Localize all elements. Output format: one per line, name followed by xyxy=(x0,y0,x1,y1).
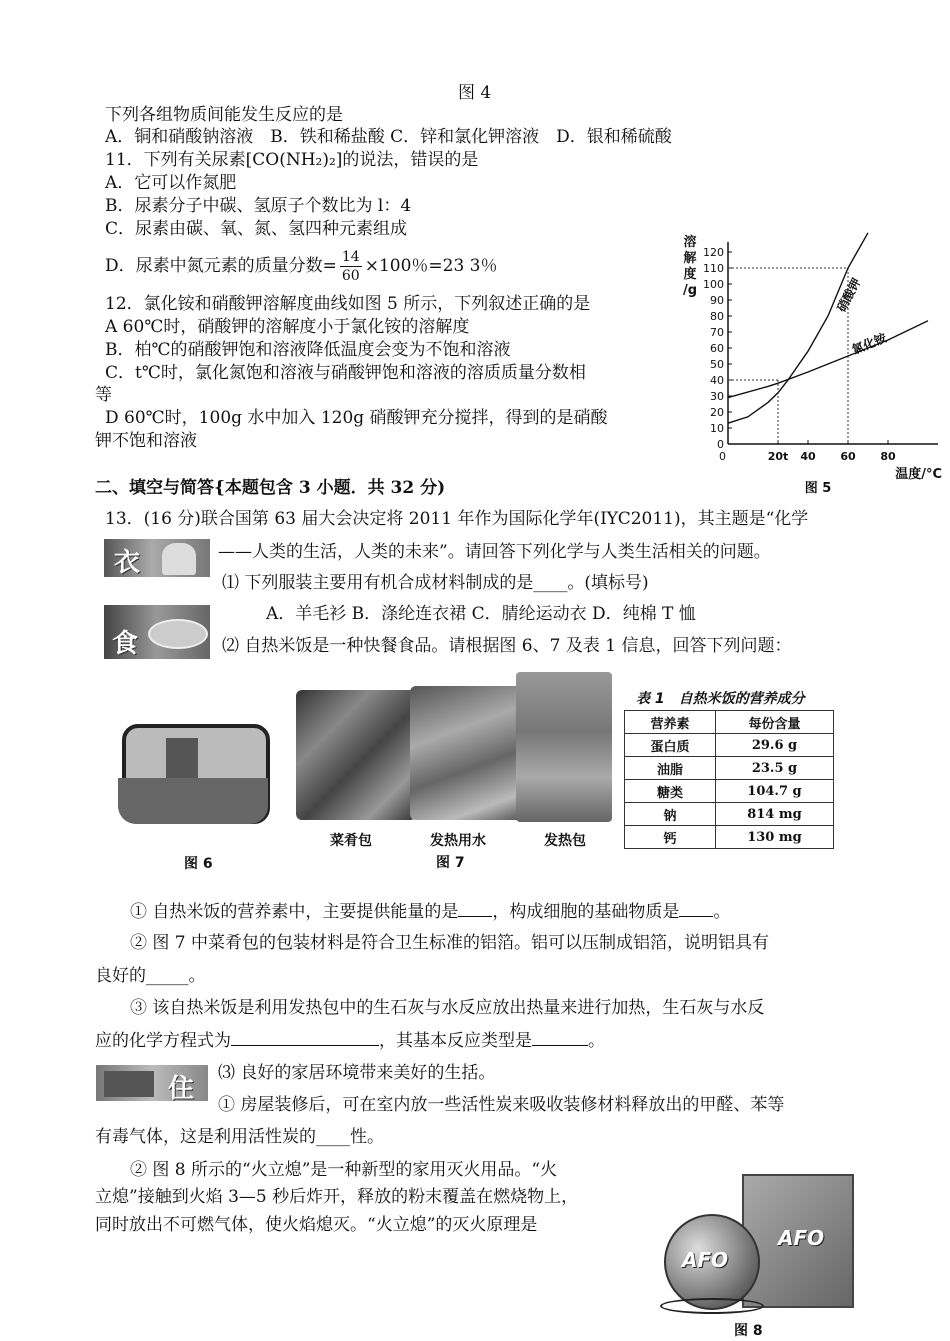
fig7-label-dish: 菜肴包 xyxy=(330,833,372,849)
q10-stem: 下列各组物质间能发生反应的是 xyxy=(105,105,343,125)
fig6-caption: 图 6 xyxy=(184,856,213,872)
fig8-caption: 图 8 xyxy=(734,1323,763,1339)
table-cell: 130 mg xyxy=(715,826,833,849)
q13-sub3-line2 xyxy=(95,1029,605,1052)
y-axis-label: 度 xyxy=(683,267,697,282)
q13-sub3-text-a: 应的化学方程式为 xyxy=(95,1031,231,1051)
answer-blank[interactable] xyxy=(679,900,713,917)
fig7-water-pack xyxy=(410,686,522,820)
fig8-stand xyxy=(660,1298,764,1314)
series-label-kno3: 硝酸钾 xyxy=(834,275,864,315)
x-axis-label: 温度/°C xyxy=(895,467,942,482)
q13-sub5-line2: 立熄”接触到火焰 3—5 秒后炸开，释放的粉末覆盖在燃烧物上， xyxy=(95,1187,579,1207)
series-line-nh4cl xyxy=(728,321,928,398)
origin-label: 0 xyxy=(719,450,726,463)
x-tick-label: 60 xyxy=(840,450,856,463)
q13-sub4-line1: ① 房屋装修后，可在室内放一些活性炭来吸收装修材料释放出的甲醛、苯等 xyxy=(218,1095,785,1115)
answer-blank[interactable] xyxy=(231,1029,379,1046)
nutrition-table xyxy=(624,710,834,849)
y-tick-label: 110 xyxy=(703,262,724,275)
table-cell: 104.7 g xyxy=(715,780,833,803)
q13-line1: 13．(16 分)联合国第 63 届大会决定将 2011 年作为国际化学年(IYC2011)，其主题是“化学 xyxy=(105,509,809,529)
q12-option-d-line2: 钾不饱和溶液 xyxy=(95,431,197,451)
table-row xyxy=(625,826,834,849)
fig8-ball-brand: AFO xyxy=(682,1248,729,1272)
q13-sub1-text-a: ① 自热米饭的营养素中，主要提供能量的是 xyxy=(130,902,459,922)
series-line-kno3 xyxy=(728,233,868,423)
table1-title: 表 1 自热米饭的营养成分 xyxy=(636,691,805,707)
table-row xyxy=(625,757,834,780)
q11-option-a: A．它可以作氮肥 xyxy=(105,173,237,193)
q11-option-c: C．尿素由碳、氧、氮、氢四种元素组成 xyxy=(105,219,408,239)
table-header: 营养素 xyxy=(625,711,716,734)
fig7-label-heat: 发热包 xyxy=(544,833,586,849)
q12-option-d-line1: D 60℃时，100g 水中加入 120g 硝酸钾充分搅拌，得到的是硝酸 xyxy=(105,408,608,428)
q12-option-c-line1: C．t℃时，氯化氮饱和溶液与硝酸钾饱和溶液的溶质质量分数相 xyxy=(105,363,586,383)
dish-figure xyxy=(148,619,208,649)
answer-blank[interactable] xyxy=(458,900,492,917)
table-row xyxy=(625,734,834,757)
q11-option-d xyxy=(105,244,498,288)
food-banner xyxy=(104,605,210,659)
y-tick-label: 90 xyxy=(710,294,724,307)
q13-sub3-line1: ③ 该自热米饭是利用发热包中的生石灰与水反应放出热量来进行加热，生石灰与水反 xyxy=(130,998,765,1018)
y-tick-label: 50 xyxy=(710,358,724,371)
q11-stem: 11．下列有关尿素[CO(NH₂)₂]的说法，错误的是 xyxy=(105,150,479,170)
fraction xyxy=(340,248,362,285)
q13-sub1-text-c: 。 xyxy=(713,902,731,922)
q13-sub3-text-c: 。 xyxy=(588,1031,605,1051)
home-banner xyxy=(96,1065,208,1104)
table-row xyxy=(625,780,834,803)
y-axis-label: 解 xyxy=(683,251,697,266)
table-cell: 814 mg xyxy=(715,803,833,826)
q13-sub5-line3: 同时放出不可燃气体，使火焰熄灭。“火立熄”的灭火原理是 xyxy=(95,1215,538,1235)
q13-line2: ——人类的生活，人类的未来”。请回答下列化学与人类生活相关的问题。 xyxy=(218,542,771,562)
y-tick-label: 10 xyxy=(710,422,724,435)
q13-part3: ⑶ 良好的家居环境带来美好的生括。 xyxy=(218,1063,496,1083)
food-icon-label: 食 xyxy=(112,629,139,659)
y-axis-label: 溶 xyxy=(683,235,697,250)
series-label-nh4cl: 氯化铵 xyxy=(849,330,889,358)
table-cell: 钠 xyxy=(625,803,716,826)
y-tick-label: 100 xyxy=(703,278,724,291)
fig5-caption: 图 5 xyxy=(804,481,832,496)
q11-d-prefix: D．尿素中氮元素的质量分数= xyxy=(105,256,337,276)
fig7-heat-pack xyxy=(516,672,612,822)
rice-box-base xyxy=(118,778,268,824)
q12-option-a: A 60℃时，硝酸钾的溶解度小于氯化铵的溶解度 xyxy=(105,317,470,337)
x-tick-label: 80 xyxy=(880,450,896,463)
table-cell: 糖类 xyxy=(625,780,716,803)
q11-d-suffix: ×100％=23 3％ xyxy=(364,256,498,276)
q12-option-c-line2: 等 xyxy=(95,385,112,405)
q13-sub5-line1: ② 图 8 所示的“火立熄”是一种新型的家用灭火用品。“火 xyxy=(130,1160,558,1180)
table-cell: 29.6 g xyxy=(715,734,833,757)
y-tick-label: 30 xyxy=(710,390,724,403)
q13-part2: ⑵ 自热米饭是一种快餐食品。请根据图 6、7 及表 1 信息，回答下列问题： xyxy=(222,636,792,656)
section-2-title: 二、填空与简答{本题包含 3 小题．共 32 分) xyxy=(95,478,446,498)
q12-stem: 12．氯化铵和硝酸钾溶解度曲线如图 5 所示，下列叙述正确的是 xyxy=(105,294,591,314)
q12-option-b: B．柏℃的硝酸钾饱和溶液降低温度会变为不饱和溶液 xyxy=(105,340,511,360)
fig8-box-brand: AFO xyxy=(778,1226,825,1250)
fig7-label-water: 发热用水 xyxy=(430,833,486,849)
fig4-caption: 图 4 xyxy=(458,83,492,103)
y-tick-label: 20 xyxy=(710,406,724,419)
y-tick-label: 60 xyxy=(710,342,724,355)
table-header: 每份含量 xyxy=(715,711,833,734)
x-tick-label: 20t xyxy=(767,450,789,463)
q13-sub3-text-b: ，其基本反应类型是 xyxy=(379,1031,532,1051)
fig7-caption: 图 7 xyxy=(436,855,465,871)
q13-sub2-line2: 良好的_____。 xyxy=(95,966,206,986)
table-cell: 蛋白质 xyxy=(625,734,716,757)
q13-sub4-line2: 有毒气体，这是利用活性炭的____性。 xyxy=(95,1127,384,1147)
x-tick-label: 40 xyxy=(800,450,816,463)
q13-part1-options: A．羊毛衫 B．涤纶连衣裙 C．腈纶运动衣 D．纯棉 T 恤 xyxy=(266,604,696,624)
rice-box-label xyxy=(166,738,198,778)
table-row xyxy=(625,803,834,826)
answer-blank[interactable] xyxy=(532,1029,588,1046)
q13-part1: ⑴ 下列服装主要用有机合成材料制成的是____。(填标号) xyxy=(222,573,649,593)
table-cell: 钙 xyxy=(625,826,716,849)
y-tick-label: 120 xyxy=(703,246,724,259)
fig8-fire-extinguisher-ball xyxy=(660,1170,860,1320)
fraction-denominator: 60 xyxy=(341,268,360,284)
y-tick-label: 70 xyxy=(710,326,724,339)
dress-figure xyxy=(162,543,196,575)
house-figure xyxy=(104,1071,154,1097)
y-axis-label: /g xyxy=(682,283,698,298)
clothing-banner xyxy=(104,539,210,577)
y-tick-label: 0 xyxy=(717,438,724,451)
q13-sub2-line1: ② 图 7 中菜肴包的包装材料是符合卫生标准的铝箔。铝可以压制成铝箔，说明铝具有 xyxy=(130,933,770,953)
clothing-icon-label: 衣 xyxy=(114,548,141,578)
fig7-dish-pack xyxy=(296,690,416,820)
fraction-numerator: 14 xyxy=(341,249,360,265)
table-header-row xyxy=(625,711,834,734)
q11-option-b: B．尿素分子中碳、氢原子个数比为 l：4 xyxy=(105,196,412,216)
solubility-chart xyxy=(682,232,944,497)
table-cell: 油脂 xyxy=(625,757,716,780)
y-tick-label: 40 xyxy=(710,374,724,387)
q13-sub1-text-b: ，构成细胞的基础物质是 xyxy=(492,902,680,922)
q10-options: A．铜和硝酸钠溶液 B．铁和稀盐酸 C．锌和氯化钾溶液 D．银和稀硫酸 xyxy=(105,127,672,147)
home-icon-label: 住 xyxy=(168,1074,195,1104)
table-cell: 23.5 g xyxy=(715,757,833,780)
q13-sub1 xyxy=(130,900,730,923)
fig6-self-heating-rice-box xyxy=(118,716,268,846)
y-tick-label: 80 xyxy=(710,310,724,323)
